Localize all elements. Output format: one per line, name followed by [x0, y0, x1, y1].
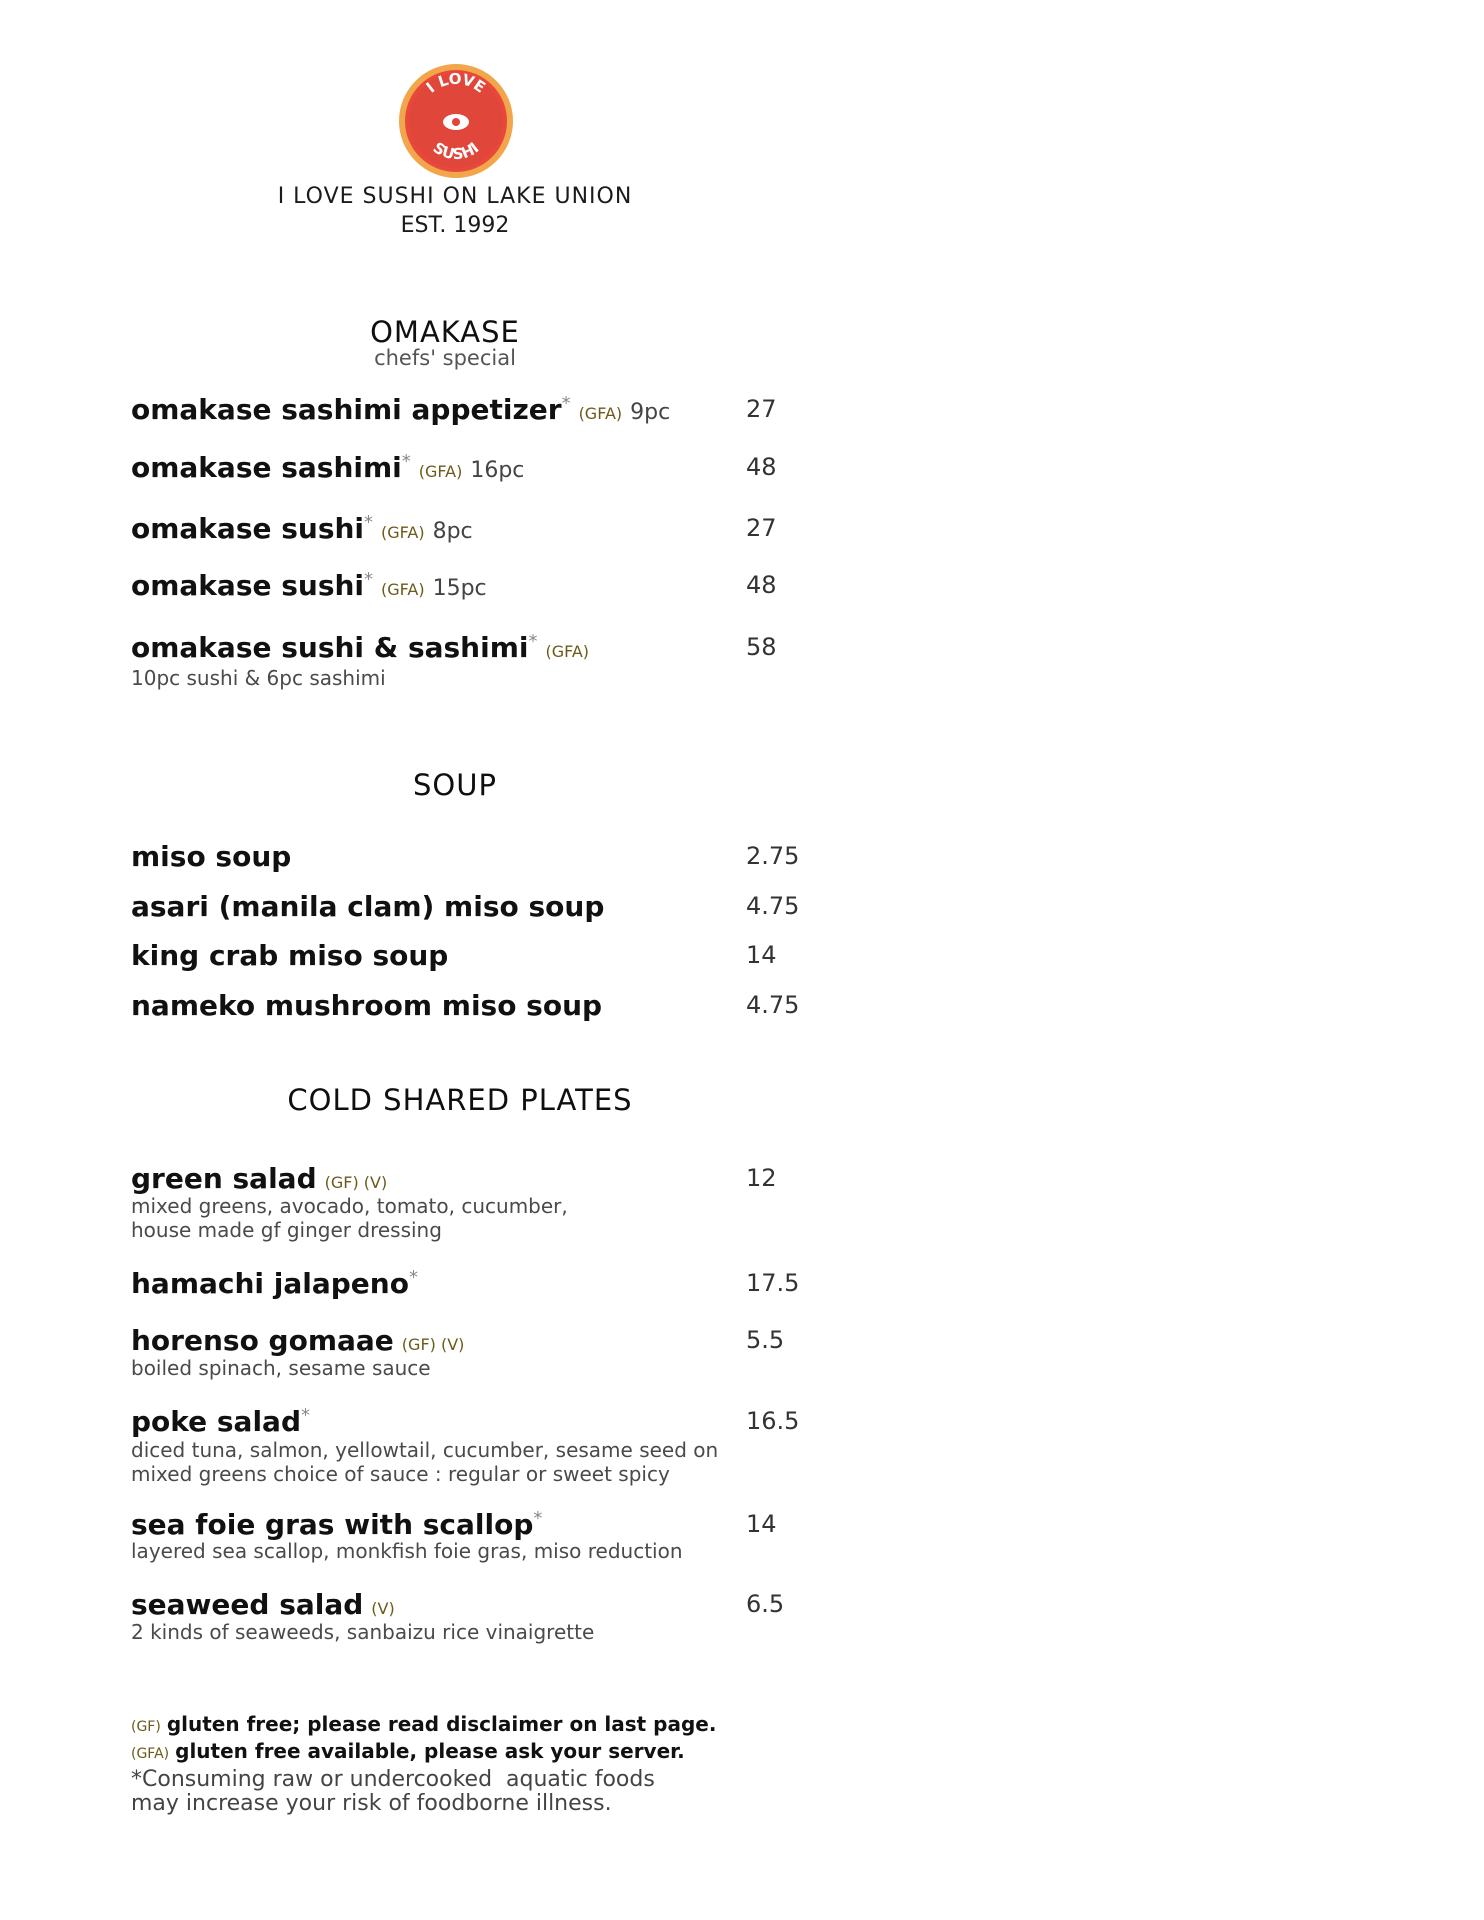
- i-love-sushi-logo: [397, 62, 515, 180]
- item-price: 16.5: [746, 1407, 800, 1435]
- menu-item: asari (manila clam) miso soup 4.75: [131, 890, 800, 923]
- disclaimer-footer: [131, 1712, 851, 1816]
- menu-item: king crab miso soup 14: [131, 939, 777, 972]
- soup-title: SOUP: [413, 768, 497, 802]
- gfa-note: (GFA) gluten free available, please ask your server.: [131, 1739, 685, 1763]
- restaurant-header: [230, 184, 680, 238]
- raw-food-warning: *Consuming raw or undercooked aquatic foods may increase your risk of foodborne illness.: [131, 1767, 655, 1816]
- menu-item: omakase sushi* (GFA) 15pc 48: [131, 569, 777, 602]
- item-price: 6.5: [746, 1590, 785, 1618]
- omakase-title: OMAKASE: [370, 315, 520, 349]
- omakase-subtitle: chefs' special: [374, 346, 516, 370]
- item-price: 17.5: [746, 1269, 800, 1297]
- restaurant-name: I LOVE SUSHI ON LAKE UNION: [277, 184, 633, 209]
- item-price: 48: [746, 571, 777, 599]
- menu-item: sea foie gras with scallop* 14: [131, 1508, 777, 1541]
- menu-item: omakase sashimi appetizer* (GFA) 9pc 27: [131, 393, 777, 426]
- item-price: 14: [746, 941, 777, 969]
- item-price: 27: [746, 395, 777, 423]
- menu-item: green salad (GF) (V) 12: [131, 1162, 777, 1195]
- item-description: diced tuna, salmon, yellowtail, cucumber, sesame seed on mixed greens choice of sauce : regular or sweet spicy: [131, 1438, 719, 1486]
- item-price: 4.75: [746, 991, 800, 1019]
- cold-plates-title: COLD SHARED PLATES: [287, 1083, 633, 1117]
- item-price: 4.75: [746, 892, 800, 920]
- item-price: 5.5: [746, 1326, 785, 1354]
- menu-item: nameko mushroom miso soup 4.75: [131, 989, 800, 1022]
- item-description: boiled spinach, sesame sauce: [131, 1356, 431, 1380]
- menu-item: hamachi jalapeno* 17.5: [131, 1267, 800, 1300]
- logo-top-text: I LOVE: [422, 69, 489, 97]
- item-price: 48: [746, 453, 777, 481]
- menu-item: horenso gomaae (GF) (V) 5.5: [131, 1324, 785, 1357]
- menu-item: seaweed salad (V) 6.5: [131, 1588, 785, 1621]
- item-description: layered sea scallop, monkfish foie gras, miso reduction: [131, 1539, 683, 1563]
- item-price: 14: [746, 1510, 777, 1538]
- established-year: EST. 1992: [400, 213, 510, 238]
- item-description: 10pc sushi & 6pc sashimi: [131, 666, 386, 690]
- item-description: mixed greens, avocado, tomato, cucumber, house made gf ginger dressing: [131, 1194, 568, 1242]
- menu-item: miso soup 2.75: [131, 840, 800, 873]
- item-description: 2 kinds of seaweeds, sanbaizu rice vinaigrette: [131, 1620, 595, 1644]
- menu-item: omakase sushi & sashimi* (GFA) 58: [131, 631, 777, 664]
- menu-item: omakase sushi* (GFA) 8pc 27: [131, 512, 777, 545]
- item-price: 58: [746, 633, 777, 661]
- item-price: 2.75: [746, 842, 800, 870]
- menu-item: poke salad* 16.5: [131, 1405, 800, 1438]
- menu-item: omakase sashimi* (GFA) 16pc 48: [131, 451, 777, 484]
- item-price: 12: [746, 1164, 777, 1192]
- logo-bottom-text: SUSHI: [429, 138, 483, 164]
- item-price: 27: [746, 514, 777, 542]
- gf-note: (GF) gluten free; please read disclaimer on last page.: [131, 1712, 717, 1736]
